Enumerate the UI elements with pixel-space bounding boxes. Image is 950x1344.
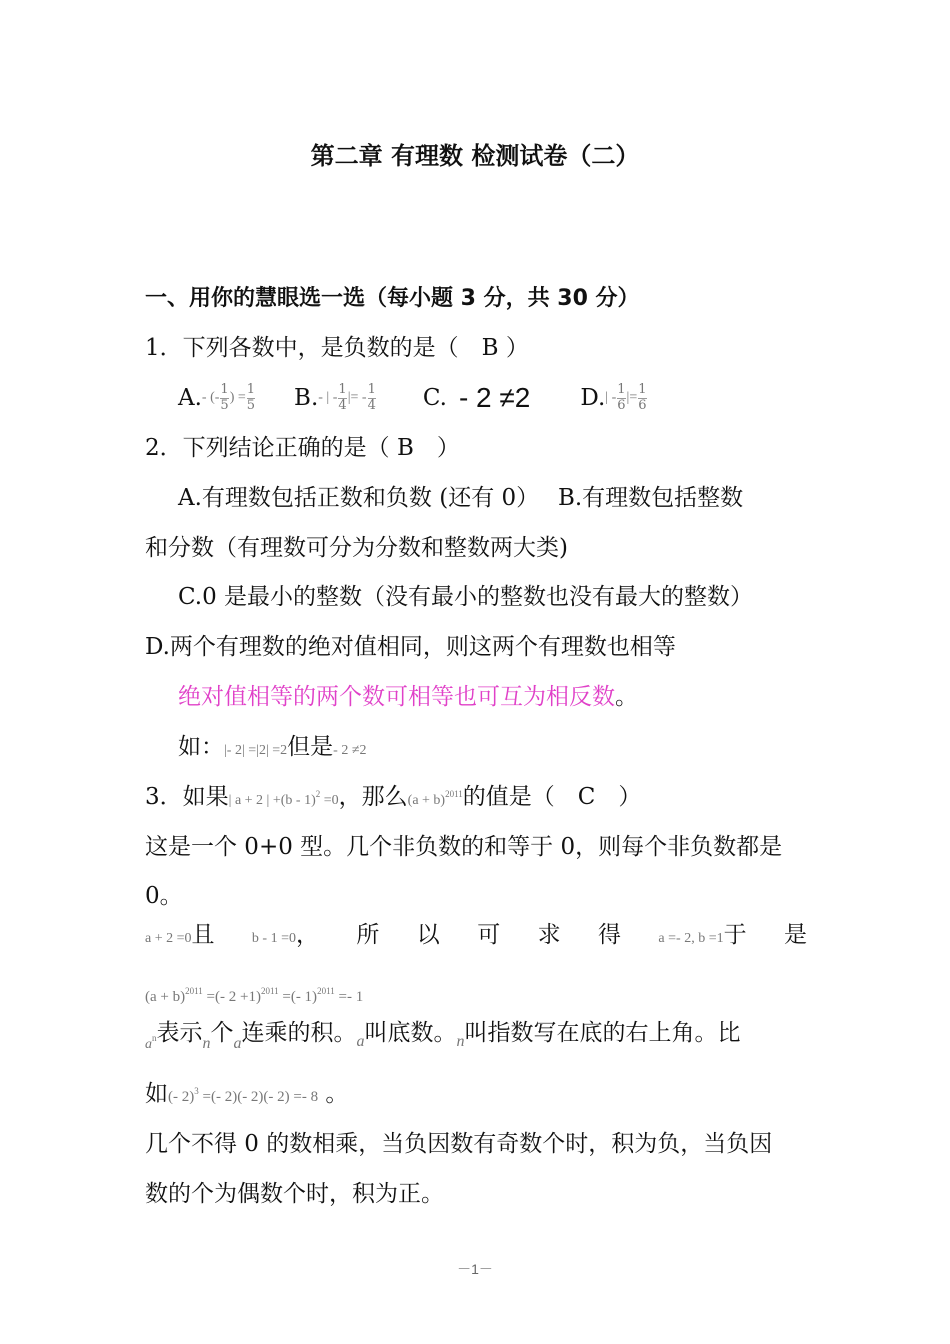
option-a-fraction-2: $\frac{1}{5}$	[246, 381, 256, 413]
option-d-fraction-2: $\frac{1}{6}$	[638, 381, 647, 413]
question-2-option-d: D.两个有理数的绝对值相同，则这两个有理数也相等	[145, 634, 676, 660]
sign-rule-line-1: 几个不得 0 的数相乘，当负因数有奇数个时，积为负，当负因	[145, 1131, 773, 1157]
option-d-label: D.	[580, 384, 606, 411]
option-b-math-mid: |= -	[347, 390, 367, 405]
option-d-math-mid: |=	[626, 390, 638, 405]
power-example: 如(- 2)$^3$ =(- 2)(- 2)(- 2) =- 8 。	[145, 1081, 349, 1107]
question-2-stem: 2．下列结论正确的是（ B ）	[145, 435, 460, 461]
option-b-math-prefix: - | -	[318, 390, 338, 405]
note-highlight: 绝对值相等的两个数可相等也可互为相反数	[178, 684, 615, 710]
option-b-fraction-1: $\frac{1}{4}$	[338, 381, 347, 413]
page-number: －1－	[457, 1261, 493, 1277]
explanation-line-2: 0。	[145, 883, 183, 909]
target-expression-math: $(a + b)^{2011}$	[407, 789, 463, 808]
power-definition: $_{a^n}$表示$_n$个$_a$连乘的积。$_a$叫底数。$_n$叫指数写在底的右上角。比	[145, 1020, 741, 1052]
question-2-option-c: C.0 是最小的整数（没有最小的整数也没有最大的整数）	[178, 584, 754, 610]
solution-line: a + 2 =0且 b - 1 =0， 所 以 可 求 得 a =- 2, b =1于 是	[145, 922, 807, 948]
calculation-line: $(a + b)^{2011}$ =(- 2 +1)$^{2011}$ =(- 1)$^{2011}$ =- 1	[145, 986, 364, 1005]
question-3-stem: 3．如果| a + 2 | +(b - 1)$^2$ =0，那么$(a + b)^{2011}$的值是（ C ）	[145, 784, 642, 810]
option-a-math-mid: ) =	[229, 390, 246, 405]
question-2-option-a-b: A.有理数包括正数和负数 (还有 0） B.有理数包括整数	[178, 485, 744, 511]
question-2-option-b-cont: 和分数（有理数可分为分数和整数两大类)	[145, 535, 568, 561]
question-1-stem: 1．下列各数中，是负数的是（ B ）	[145, 335, 529, 361]
option-b-fraction-2: $\frac{1}{4}$	[367, 381, 376, 413]
option-c-expression: - 2 ≠2	[458, 382, 531, 413]
sign-rule-line-2: 数的个为偶数个时，积为正。	[145, 1181, 444, 1207]
explanation-line-1: 这是一个 0+0 型。几个非负数的和等于 0，则每个非负数都是	[145, 834, 783, 860]
example-math-2: - 2 ≠2	[333, 743, 367, 758]
option-b-label: B.	[294, 384, 319, 411]
option-c-label: C.	[422, 384, 447, 411]
option-a-math-prefix: - (-	[201, 390, 220, 405]
condition-math: | a + 2 | +(b - 1)$^2$ =0	[228, 789, 339, 808]
option-a-fraction-1: $\frac{1}{5}$	[220, 381, 229, 413]
question-2-example: 如：|- 2| =|2| =2但是- 2 ≠2	[178, 734, 367, 760]
option-d-math-prefix: | -	[605, 390, 617, 405]
document-title: 第二章 有理数 检测试卷（二）	[310, 142, 640, 170]
option-a-label: A.	[178, 384, 202, 411]
question-2-note: 绝对值相等的两个数可相等也可互为相反数。	[178, 684, 638, 710]
question-1-options	[178, 378, 648, 418]
section-heading: 一、用你的慧眼选一选（每小题 3 分，共 30 分）	[145, 286, 640, 311]
example-math-1: |- 2| =|2| =2	[224, 743, 288, 758]
option-d-fraction-1: $\frac{1}{6}$	[617, 381, 626, 413]
